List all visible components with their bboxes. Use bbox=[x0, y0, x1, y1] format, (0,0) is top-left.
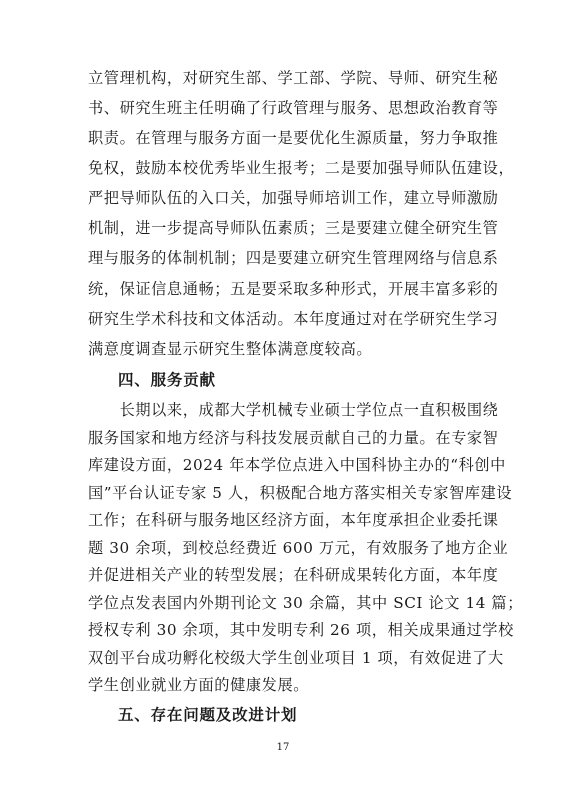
text-line: 并促进相关产业的转型发展；在科研成果转化方面，本年度 bbox=[88, 566, 499, 584]
text-line: 工作；在科研与服务地区经济方面，本年度承担企业委托课 bbox=[88, 511, 499, 529]
text-line: 免权，鼓励本校优秀毕业生报考；二是要加强导师队伍建设， bbox=[88, 159, 515, 177]
text-line: 国”平台认证专家 5 人，积极配合地方落实相关专家智库建设 bbox=[88, 483, 513, 502]
text-line: 职责。在管理与服务方面一是要优化生源质量，努力争取推 bbox=[88, 129, 499, 147]
text-line: 立管理机构，对研究生部、学工部、学院、导师、研究生秘 bbox=[88, 69, 499, 87]
text-line: 书、研究生班主任明确了行政管理与服务、思想政治教育等 bbox=[88, 99, 499, 117]
text-line: 服务国家和地方经济与科技发展贡献自己的力量。在专家智 bbox=[88, 428, 499, 447]
text-line: 双创平台成功孵化校级大学生创业项目 1 项，有效促进了大 bbox=[88, 648, 504, 667]
page-number: 17 bbox=[276, 742, 290, 753]
text-line: 授权专利 30 余项，其中发明专利 26 项，相关成果通过学校 bbox=[88, 621, 514, 639]
text-line: 理与服务的体制机制；四是要建立研究生管理网络与信息系 bbox=[88, 249, 499, 267]
text-line: 满意度调查显示研究生整体满意度较高。 bbox=[88, 340, 373, 358]
section-heading-service-contribution: 四、服务贡献 bbox=[118, 371, 216, 389]
text-line: 长期以来，成都大学机械专业硕士学位点一直积极围绕 bbox=[88, 401, 499, 419]
text-line: 题 30 余项，到校总经费近 600 万元，有效服务了地方企业 bbox=[88, 538, 509, 557]
text-line: 研究生学术科技和文体活动。本年度通过对在学研究生学习 bbox=[88, 310, 499, 328]
text-line: 学生创业就业方面的健康发展。 bbox=[88, 676, 310, 694]
text-line: 严把导师队伍的入口关，加强导师培训工作，建立导师激励 bbox=[88, 189, 499, 207]
text-line: 学位点发表国内外期刊论文 30 余篇，其中 SCI 论文 14 篇； bbox=[88, 593, 523, 612]
text-line: 库建设方面，2024 年本学位点进入中国科协主办的“科创中 bbox=[88, 456, 506, 474]
text-line: 统，保证信息通畅；五是要采取多种形式，开展丰富多彩的 bbox=[88, 280, 499, 298]
text-line: 机制，进一步提高导师队伍素质；三是要建立健全研究生管 bbox=[88, 219, 499, 237]
section-heading-problems-plan: 五、存在问题及改进计划 bbox=[118, 705, 298, 724]
